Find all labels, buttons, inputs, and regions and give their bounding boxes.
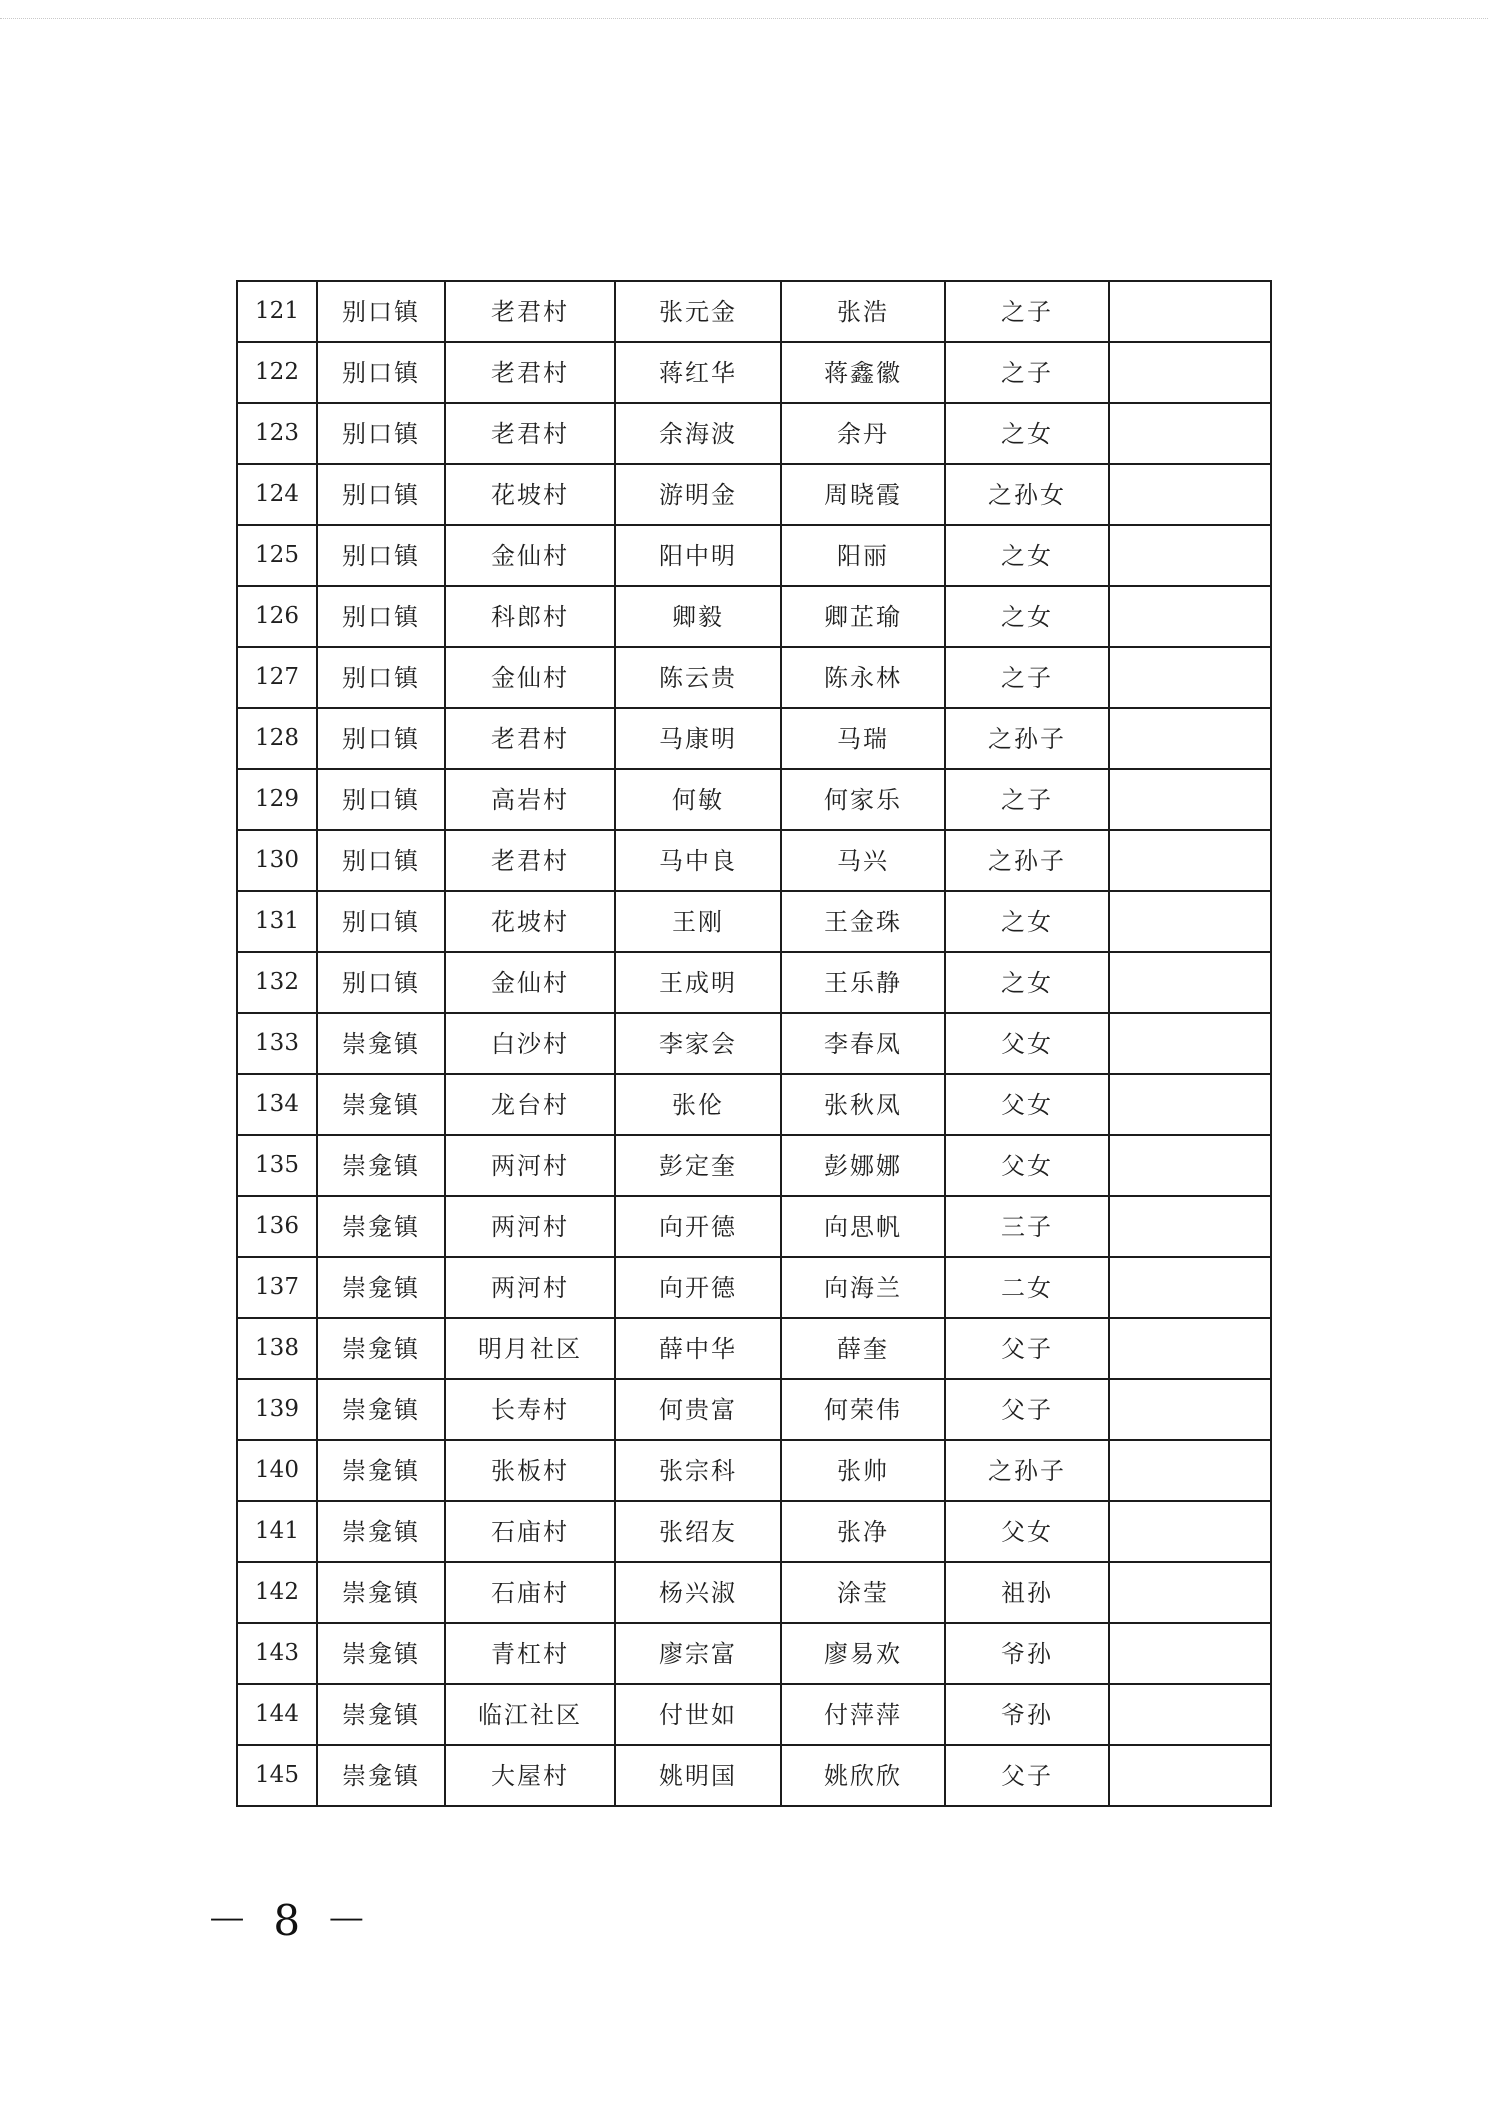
cell-note <box>1109 525 1271 586</box>
cell-parent-name: 杨兴淑 <box>615 1562 781 1623</box>
cell-village: 花坡村 <box>445 891 615 952</box>
cell-parent-name: 王成明 <box>615 952 781 1013</box>
cell-village: 张板村 <box>445 1440 615 1501</box>
cell-number: 138 <box>237 1318 317 1379</box>
cell-number: 129 <box>237 769 317 830</box>
cell-town: 崇龛镇 <box>317 1318 445 1379</box>
cell-child-name: 马兴 <box>781 830 945 891</box>
cell-town: 崇龛镇 <box>317 1684 445 1745</box>
cell-number: 135 <box>237 1135 317 1196</box>
cell-note <box>1109 830 1271 891</box>
cell-village: 两河村 <box>445 1196 615 1257</box>
cell-village: 老君村 <box>445 342 615 403</box>
cell-relation: 之孙子 <box>945 708 1109 769</box>
cell-town: 别口镇 <box>317 769 445 830</box>
cell-relation: 二女 <box>945 1257 1109 1318</box>
cell-child-name: 陈永林 <box>781 647 945 708</box>
cell-village: 石庙村 <box>445 1562 615 1623</box>
cell-town: 崇龛镇 <box>317 1013 445 1074</box>
cell-relation: 之子 <box>945 281 1109 342</box>
cell-child-name: 何荣伟 <box>781 1379 945 1440</box>
cell-note <box>1109 1074 1271 1135</box>
cell-number: 140 <box>237 1440 317 1501</box>
cell-parent-name: 王刚 <box>615 891 781 952</box>
cell-parent-name: 张绍友 <box>615 1501 781 1562</box>
table-row <box>237 1623 1271 1684</box>
cell-parent-name: 何敏 <box>615 769 781 830</box>
table-row <box>237 830 1271 891</box>
cell-village: 老君村 <box>445 403 615 464</box>
cell-note <box>1109 1562 1271 1623</box>
cell-note <box>1109 1501 1271 1562</box>
cell-relation: 之孙子 <box>945 1440 1109 1501</box>
cell-village: 白沙村 <box>445 1013 615 1074</box>
cell-parent-name: 余海波 <box>615 403 781 464</box>
cell-town: 别口镇 <box>317 708 445 769</box>
cell-child-name: 涂莹 <box>781 1562 945 1623</box>
cell-parent-name: 姚明国 <box>615 1745 781 1806</box>
cell-note <box>1109 1379 1271 1440</box>
cell-child-name: 张浩 <box>781 281 945 342</box>
cell-relation: 之女 <box>945 525 1109 586</box>
cell-number: 136 <box>237 1196 317 1257</box>
cell-town: 崇龛镇 <box>317 1440 445 1501</box>
cell-parent-name: 马康明 <box>615 708 781 769</box>
cell-town: 崇龛镇 <box>317 1074 445 1135</box>
cell-relation: 之女 <box>945 952 1109 1013</box>
cell-child-name: 张秋凤 <box>781 1074 945 1135</box>
cell-town: 崇龛镇 <box>317 1501 445 1562</box>
cell-village: 花坡村 <box>445 464 615 525</box>
cell-village: 两河村 <box>445 1135 615 1196</box>
cell-number: 126 <box>237 586 317 647</box>
cell-parent-name: 阳中明 <box>615 525 781 586</box>
cell-parent-name: 薛中华 <box>615 1318 781 1379</box>
cell-village: 老君村 <box>445 281 615 342</box>
table-row <box>237 281 1271 342</box>
cell-town: 别口镇 <box>317 830 445 891</box>
cell-town: 别口镇 <box>317 647 445 708</box>
table-row <box>237 1196 1271 1257</box>
cell-number: 124 <box>237 464 317 525</box>
cell-note <box>1109 891 1271 952</box>
cell-number: 145 <box>237 1745 317 1806</box>
cell-relation: 之孙女 <box>945 464 1109 525</box>
cell-relation: 父子 <box>945 1318 1109 1379</box>
cell-town: 别口镇 <box>317 952 445 1013</box>
cell-child-name: 马瑞 <box>781 708 945 769</box>
cell-relation: 父子 <box>945 1745 1109 1806</box>
cell-child-name: 李春凤 <box>781 1013 945 1074</box>
cell-note <box>1109 952 1271 1013</box>
cell-note <box>1109 1623 1271 1684</box>
cell-child-name: 卿芷瑜 <box>781 586 945 647</box>
cell-village: 临江社区 <box>445 1684 615 1745</box>
cell-town: 崇龛镇 <box>317 1562 445 1623</box>
cell-child-name: 张净 <box>781 1501 945 1562</box>
cell-number: 128 <box>237 708 317 769</box>
cell-relation: 之孙子 <box>945 830 1109 891</box>
cell-number: 122 <box>237 342 317 403</box>
table-row <box>237 891 1271 952</box>
cell-village: 龙台村 <box>445 1074 615 1135</box>
cell-child-name: 姚欣欣 <box>781 1745 945 1806</box>
cell-child-name: 向思帆 <box>781 1196 945 1257</box>
table-row <box>237 464 1271 525</box>
cell-number: 123 <box>237 403 317 464</box>
cell-town: 别口镇 <box>317 464 445 525</box>
cell-town: 别口镇 <box>317 525 445 586</box>
table-row <box>237 1440 1271 1501</box>
cell-note <box>1109 1135 1271 1196</box>
table-row <box>237 647 1271 708</box>
cell-note <box>1109 1196 1271 1257</box>
scan-edge-noise <box>0 18 1488 25</box>
cell-child-name: 付萍萍 <box>781 1684 945 1745</box>
cell-note <box>1109 647 1271 708</box>
cell-parent-name: 李家会 <box>615 1013 781 1074</box>
cell-note <box>1109 464 1271 525</box>
cell-child-name: 廖易欢 <box>781 1623 945 1684</box>
cell-child-name: 阳丽 <box>781 525 945 586</box>
cell-number: 133 <box>237 1013 317 1074</box>
cell-note <box>1109 1318 1271 1379</box>
cell-parent-name: 游明金 <box>615 464 781 525</box>
cell-town: 崇龛镇 <box>317 1745 445 1806</box>
cell-relation: 父女 <box>945 1013 1109 1074</box>
cell-parent-name: 卿毅 <box>615 586 781 647</box>
cell-relation: 之女 <box>945 586 1109 647</box>
cell-child-name: 张帅 <box>781 1440 945 1501</box>
cell-village: 老君村 <box>445 708 615 769</box>
table-row <box>237 1379 1271 1440</box>
cell-relation: 之子 <box>945 769 1109 830</box>
cell-village: 老君村 <box>445 830 615 891</box>
cell-note <box>1109 1745 1271 1806</box>
cell-village: 金仙村 <box>445 952 615 1013</box>
roster-table <box>236 280 1272 1807</box>
cell-number: 143 <box>237 1623 317 1684</box>
cell-child-name: 何家乐 <box>781 769 945 830</box>
cell-relation: 父女 <box>945 1135 1109 1196</box>
cell-relation: 之子 <box>945 647 1109 708</box>
cell-parent-name: 蒋红华 <box>615 342 781 403</box>
table-row <box>237 1135 1271 1196</box>
cell-relation: 祖孙 <box>945 1562 1109 1623</box>
cell-number: 130 <box>237 830 317 891</box>
table-row <box>237 1501 1271 1562</box>
cell-village: 明月社区 <box>445 1318 615 1379</box>
cell-parent-name: 张元金 <box>615 281 781 342</box>
cell-village: 大屋村 <box>445 1745 615 1806</box>
cell-town: 崇龛镇 <box>317 1379 445 1440</box>
cell-parent-name: 彭定奎 <box>615 1135 781 1196</box>
cell-relation: 父子 <box>945 1379 1109 1440</box>
cell-number: 144 <box>237 1684 317 1745</box>
cell-village: 青杠村 <box>445 1623 615 1684</box>
cell-parent-name: 廖宗富 <box>615 1623 781 1684</box>
cell-village: 科郎村 <box>445 586 615 647</box>
cell-parent-name: 张伦 <box>615 1074 781 1135</box>
cell-town: 崇龛镇 <box>317 1135 445 1196</box>
cell-parent-name: 向开德 <box>615 1257 781 1318</box>
cell-village: 金仙村 <box>445 647 615 708</box>
cell-note <box>1109 769 1271 830</box>
cell-number: 132 <box>237 952 317 1013</box>
table-row <box>237 708 1271 769</box>
cell-relation: 之子 <box>945 342 1109 403</box>
cell-child-name: 余丹 <box>781 403 945 464</box>
cell-town: 别口镇 <box>317 891 445 952</box>
cell-relation: 之女 <box>945 891 1109 952</box>
cell-number: 125 <box>237 525 317 586</box>
table-row <box>237 1257 1271 1318</box>
cell-parent-name: 马中良 <box>615 830 781 891</box>
table-row <box>237 586 1271 647</box>
table-row <box>237 1013 1271 1074</box>
cell-village: 高岩村 <box>445 769 615 830</box>
cell-note <box>1109 586 1271 647</box>
table-row <box>237 403 1271 464</box>
table-row <box>237 1074 1271 1135</box>
cell-number: 131 <box>237 891 317 952</box>
cell-village: 石庙村 <box>445 1501 615 1562</box>
table-row <box>237 1684 1271 1745</box>
cell-number: 127 <box>237 647 317 708</box>
table-row <box>237 1562 1271 1623</box>
cell-relation: 父女 <box>945 1074 1109 1135</box>
cell-number: 134 <box>237 1074 317 1135</box>
cell-relation: 爷孙 <box>945 1684 1109 1745</box>
cell-note <box>1109 708 1271 769</box>
cell-note <box>1109 403 1271 464</box>
cell-relation: 之女 <box>945 403 1109 464</box>
cell-parent-name: 张宗科 <box>615 1440 781 1501</box>
cell-parent-name: 何贵富 <box>615 1379 781 1440</box>
cell-town: 别口镇 <box>317 342 445 403</box>
cell-note <box>1109 281 1271 342</box>
cell-note <box>1109 1440 1271 1501</box>
cell-number: 121 <box>237 281 317 342</box>
cell-relation: 爷孙 <box>945 1623 1109 1684</box>
table-row <box>237 1745 1271 1806</box>
cell-village: 两河村 <box>445 1257 615 1318</box>
table-row <box>237 342 1271 403</box>
table-row <box>237 525 1271 586</box>
cell-child-name: 薛奎 <box>781 1318 945 1379</box>
cell-number: 142 <box>237 1562 317 1623</box>
cell-child-name: 向海兰 <box>781 1257 945 1318</box>
cell-child-name: 王乐静 <box>781 952 945 1013</box>
cell-note <box>1109 1013 1271 1074</box>
cell-number: 137 <box>237 1257 317 1318</box>
table-row <box>237 769 1271 830</box>
roster-table-body <box>237 281 1271 1806</box>
cell-parent-name: 向开德 <box>615 1196 781 1257</box>
cell-town: 别口镇 <box>317 586 445 647</box>
cell-note <box>1109 1257 1271 1318</box>
cell-village: 金仙村 <box>445 525 615 586</box>
cell-number: 139 <box>237 1379 317 1440</box>
cell-village: 长寿村 <box>445 1379 615 1440</box>
cell-relation: 父女 <box>945 1501 1109 1562</box>
cell-town: 崇龛镇 <box>317 1623 445 1684</box>
cell-number: 141 <box>237 1501 317 1562</box>
cell-town: 崇龛镇 <box>317 1196 445 1257</box>
table-row <box>237 1318 1271 1379</box>
cell-child-name: 周晓霞 <box>781 464 945 525</box>
roster-table-container <box>236 280 1270 1807</box>
cell-child-name: 王金珠 <box>781 891 945 952</box>
cell-town: 别口镇 <box>317 281 445 342</box>
cell-relation: 三子 <box>945 1196 1109 1257</box>
cell-note <box>1109 342 1271 403</box>
page-number: － 8 － <box>206 1896 374 1945</box>
table-row <box>237 952 1271 1013</box>
cell-town: 别口镇 <box>317 403 445 464</box>
cell-note <box>1109 1684 1271 1745</box>
cell-parent-name: 付世如 <box>615 1684 781 1745</box>
cell-parent-name: 陈云贵 <box>615 647 781 708</box>
cell-child-name: 彭娜娜 <box>781 1135 945 1196</box>
cell-town: 崇龛镇 <box>317 1257 445 1318</box>
cell-child-name: 蒋鑫徽 <box>781 342 945 403</box>
